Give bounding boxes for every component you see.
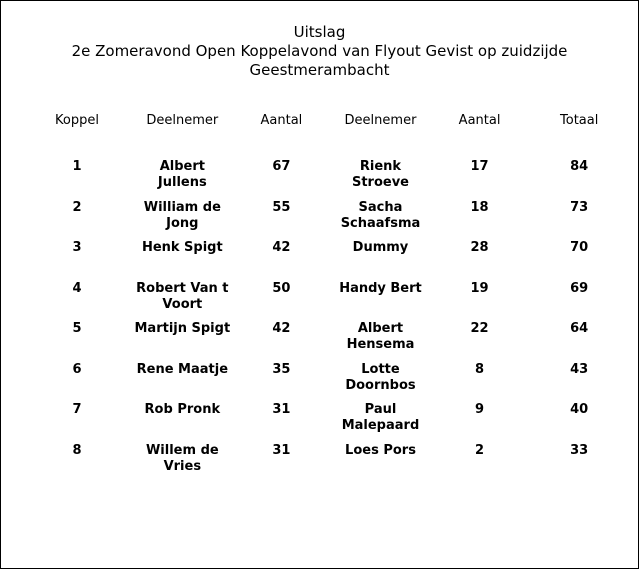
header-aantal-1: Aantal	[260, 113, 303, 128]
header-deelnemer-2: Deelnemer	[344, 113, 417, 128]
cell-aantal-1: 42	[272, 321, 291, 336]
cell-deelnemer-2: Lotte Doornbos	[345, 361, 416, 393]
cell-deelnemer-1: Willem de Vries	[145, 442, 219, 474]
cell-deelnemer-1: William de Jong	[143, 199, 221, 231]
cell-aantal-2: 2	[475, 442, 485, 458]
table-row	[21, 321, 629, 362]
title-line-3: Geestmerambacht	[249, 61, 390, 79]
cell-koppel: 2	[72, 199, 82, 215]
cell-deelnemer-2: Albert Hensema	[346, 321, 415, 352]
page-title	[1, 23, 638, 80]
cell-aantal-2: 17	[470, 159, 489, 174]
cell-totaal: 43	[570, 361, 589, 377]
cell-koppel: 1	[72, 159, 82, 174]
header-totaal: Totaal	[560, 113, 599, 128]
cell-koppel: 6	[72, 361, 82, 377]
cell-deelnemer-1: Henk Spigt	[141, 240, 223, 255]
cell-aantal-1: 67	[272, 159, 291, 174]
cell-aantal-1: 31	[272, 402, 291, 417]
table-row	[21, 240, 629, 281]
table-row	[21, 362, 629, 403]
cell-aantal-2: 8	[475, 361, 485, 377]
cell-deelnemer-1: Robert Van t Voort	[136, 280, 229, 312]
cell-aantal-1: 31	[272, 442, 291, 458]
cell-koppel: 5	[72, 321, 82, 336]
results-table	[21, 113, 629, 483]
table-row	[21, 443, 629, 484]
cell-totaal: 40	[570, 402, 589, 417]
cell-aantal-2: 28	[470, 240, 489, 255]
cell-deelnemer-1: Albert Jullens	[157, 159, 207, 190]
cell-aantal-2: 18	[470, 199, 489, 215]
cell-deelnemer-2: Dummy	[352, 240, 409, 255]
cell-deelnemer-2: Loes Pors	[345, 442, 416, 458]
cell-totaal: 69	[570, 280, 589, 296]
cell-koppel: 7	[72, 402, 82, 417]
table-header-row	[21, 113, 629, 149]
table-row	[21, 159, 629, 200]
cell-totaal: 33	[570, 442, 589, 458]
cell-deelnemer-2: Paul Malepaard	[341, 402, 420, 433]
cell-deelnemer-1: Rob Pronk	[144, 402, 221, 417]
header-aantal-2: Aantal	[458, 113, 501, 128]
title-line-1: Uitslag	[293, 23, 346, 41]
cell-deelnemer-2: Rienk Stroeve	[351, 159, 409, 190]
cell-koppel: 4	[72, 280, 82, 296]
cell-aantal-2: 19	[470, 280, 489, 296]
cell-deelnemer-1: Martijn Spigt	[134, 321, 231, 336]
cell-koppel: 3	[72, 240, 82, 255]
cell-deelnemer-1: Rene Maatje	[136, 361, 229, 377]
table-row	[21, 200, 629, 241]
cell-totaal: 73	[570, 199, 589, 215]
cell-totaal: 84	[570, 159, 589, 174]
cell-totaal: 64	[570, 321, 589, 336]
table-body	[21, 159, 629, 483]
cell-aantal-1: 42	[272, 240, 291, 255]
header-deelnemer-1: Deelnemer	[146, 113, 219, 128]
title-line-2: 2e Zomeravond Open Koppelavond van Flyout Gevist op zuidzijde	[71, 42, 568, 60]
cell-totaal: 70	[570, 240, 589, 255]
cell-aantal-1: 35	[272, 361, 291, 377]
cell-koppel: 8	[72, 442, 82, 458]
header-koppel: Koppel	[55, 113, 99, 128]
cell-aantal-1: 50	[272, 280, 291, 296]
cell-aantal-1: 55	[272, 199, 291, 215]
table-row	[21, 402, 629, 443]
cell-aantal-2: 9	[475, 402, 485, 417]
table-row	[21, 281, 629, 322]
cell-deelnemer-2: Sacha Schaafsma	[340, 199, 421, 231]
cell-deelnemer-2: Handy Bert	[339, 280, 422, 296]
cell-aantal-2: 22	[470, 321, 489, 336]
